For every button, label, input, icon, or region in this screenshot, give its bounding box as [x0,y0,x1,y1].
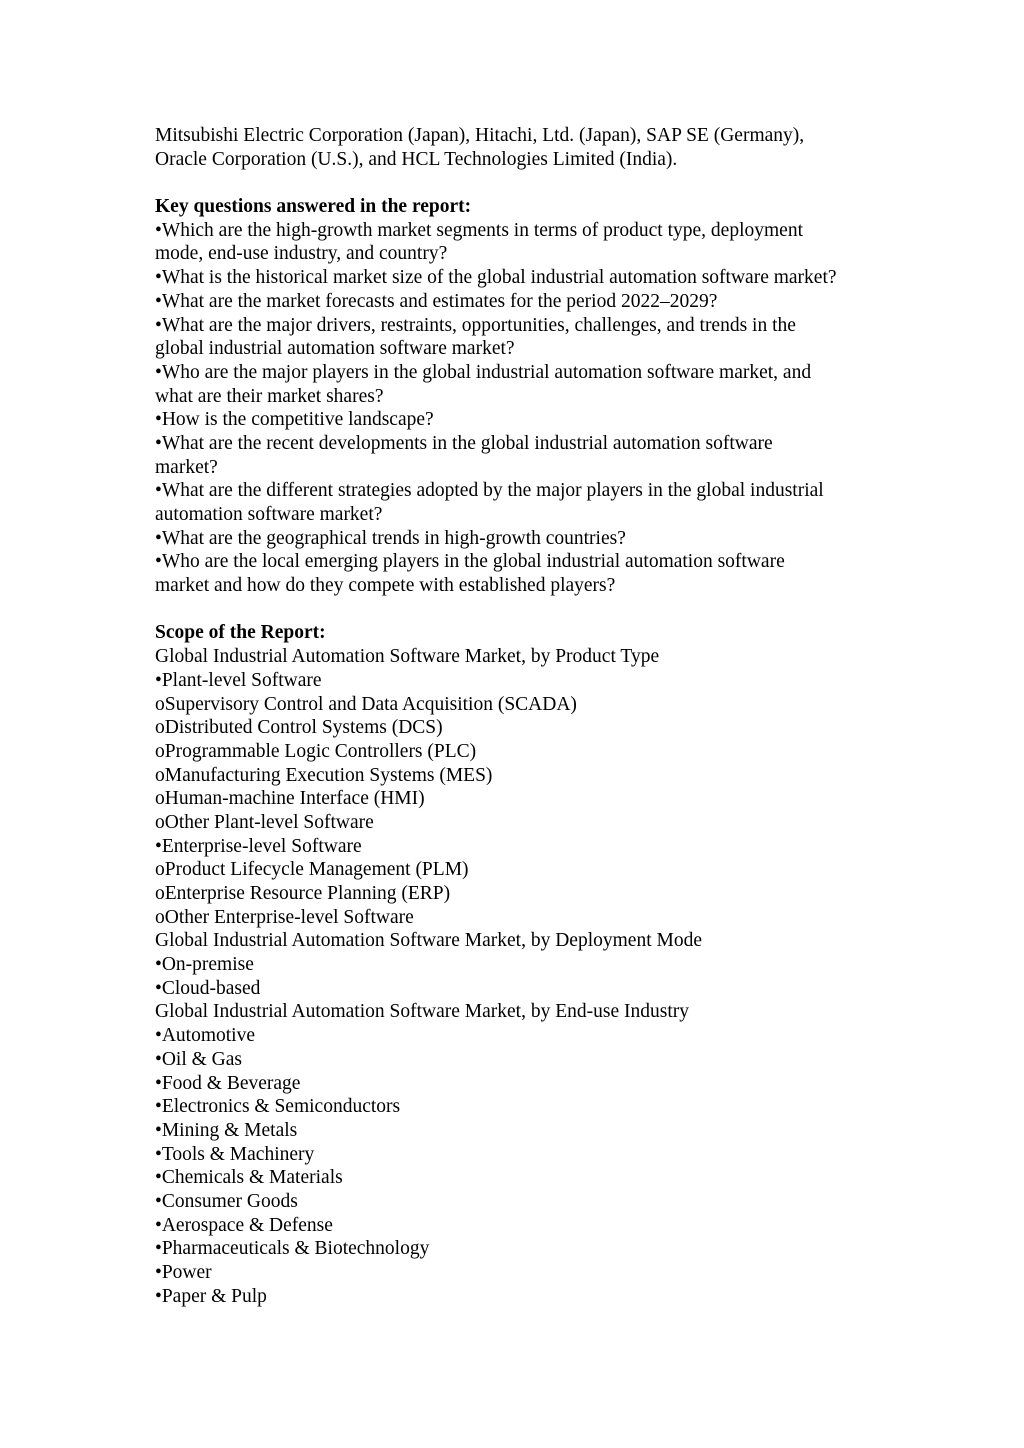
scope-line: •Oil & Gas [155,1048,242,1070]
key-question-line: •What are the major drivers, restraints, opportunities, challenges, and trends in the [155,314,796,336]
intro-paragraph [155,124,895,171]
intro-line: Oracle Corporation (U.S.), and HCL Technologies Limited (India). [155,148,678,170]
scope-line: Global Industrial Automation Software Market, by Deployment Mode [155,930,702,952]
scope-line: •Mining & Metals [155,1119,298,1141]
key-question-line: global industrial automation software market? [155,338,515,360]
key-question-line: •What are the recent developments in the global industrial automation software [155,432,773,454]
key-questions-heading: Key questions answered in the report: [155,196,472,218]
scope-line: •Cloud-based [155,977,261,999]
scope-line: •Enterprise-level Software [155,835,362,857]
scope-line: •Aerospace & Defense [155,1214,333,1236]
scope-line: oDistributed Control Systems (DCS) [155,717,443,739]
scope-line: •Food & Beverage [155,1072,301,1094]
scope-line: oOther Enterprise-level Software [155,906,414,928]
scope-line: •Power [155,1262,212,1283]
key-question-line: mode, end-use industry, and country? [155,243,448,265]
key-question-line: •How is the competitive landscape? [155,409,434,431]
scope-line: oSupervisory Control and Data Acquisition (SCADA) [155,693,577,715]
scope-line: •Chemicals & Materials [155,1167,343,1189]
key-question-line: •What are the geographical trends in high-growth countries? [155,527,626,549]
key-question-line: automation software market? [155,504,383,525]
scope-line: oProgrammable Logic Controllers (PLC) [155,740,477,762]
scope-line: oOther Plant-level Software [155,811,374,833]
key-questions-section [155,195,895,598]
key-question-line: market? [155,456,218,478]
scope-line: Global Industrial Automation Software Market, by Product Type [155,646,660,668]
key-question-line: •Which are the high-growth market segments in terms of product type, deployment [155,219,803,241]
key-question-line: •What is the historical market size of the global industrial automation software market? [155,267,837,289]
scope-line: •Tools & Machinery [155,1143,315,1165]
key-question-line: •What are the different strategies adopted by the major players in the global industrial [155,480,824,502]
key-question-line: •What are the market forecasts and estimates for the period 2022–2029? [155,290,718,312]
intro-line: Mitsubishi Electric Corporation (Japan), Hitachi, Ltd. (Japan), SAP SE (Germany), [155,125,805,146]
scope-line: Global Industrial Automation Software Market, by End-use Industry [155,1001,689,1023]
scope-line: •Paper & Pulp [155,1285,267,1307]
scope-heading: Scope of the Report: [155,622,326,644]
scope-line: oEnterprise Resource Planning (ERP) [155,883,451,904]
scope-line: •Pharmaceuticals & Biotechnology [155,1238,430,1260]
document-page [155,124,895,1308]
paragraph-spacer [155,171,895,195]
scope-line: oProduct Lifecycle Management (PLM) [155,859,469,881]
key-question-line: market and how do they compete with established players? [155,575,616,597]
scope-line: •Electronics & Semiconductors [155,1096,401,1118]
paragraph-spacer [155,598,895,622]
scope-line: •Automotive [155,1025,255,1047]
scope-line: •On-premise [155,954,254,976]
key-question-line: what are their market shares? [155,385,384,407]
key-question-line: •Who are the local emerging players in the global industrial automation software [155,551,785,573]
scope-line: •Consumer Goods [155,1190,298,1212]
scope-line: oManufacturing Execution Systems (MES) [155,764,493,786]
scope-line: oHuman-machine Interface (HMI) [155,788,425,810]
key-question-line: •Who are the major players in the global industrial automation software market, and [155,361,812,383]
scope-section [155,621,895,1308]
scope-line: •Plant-level Software [155,669,322,691]
